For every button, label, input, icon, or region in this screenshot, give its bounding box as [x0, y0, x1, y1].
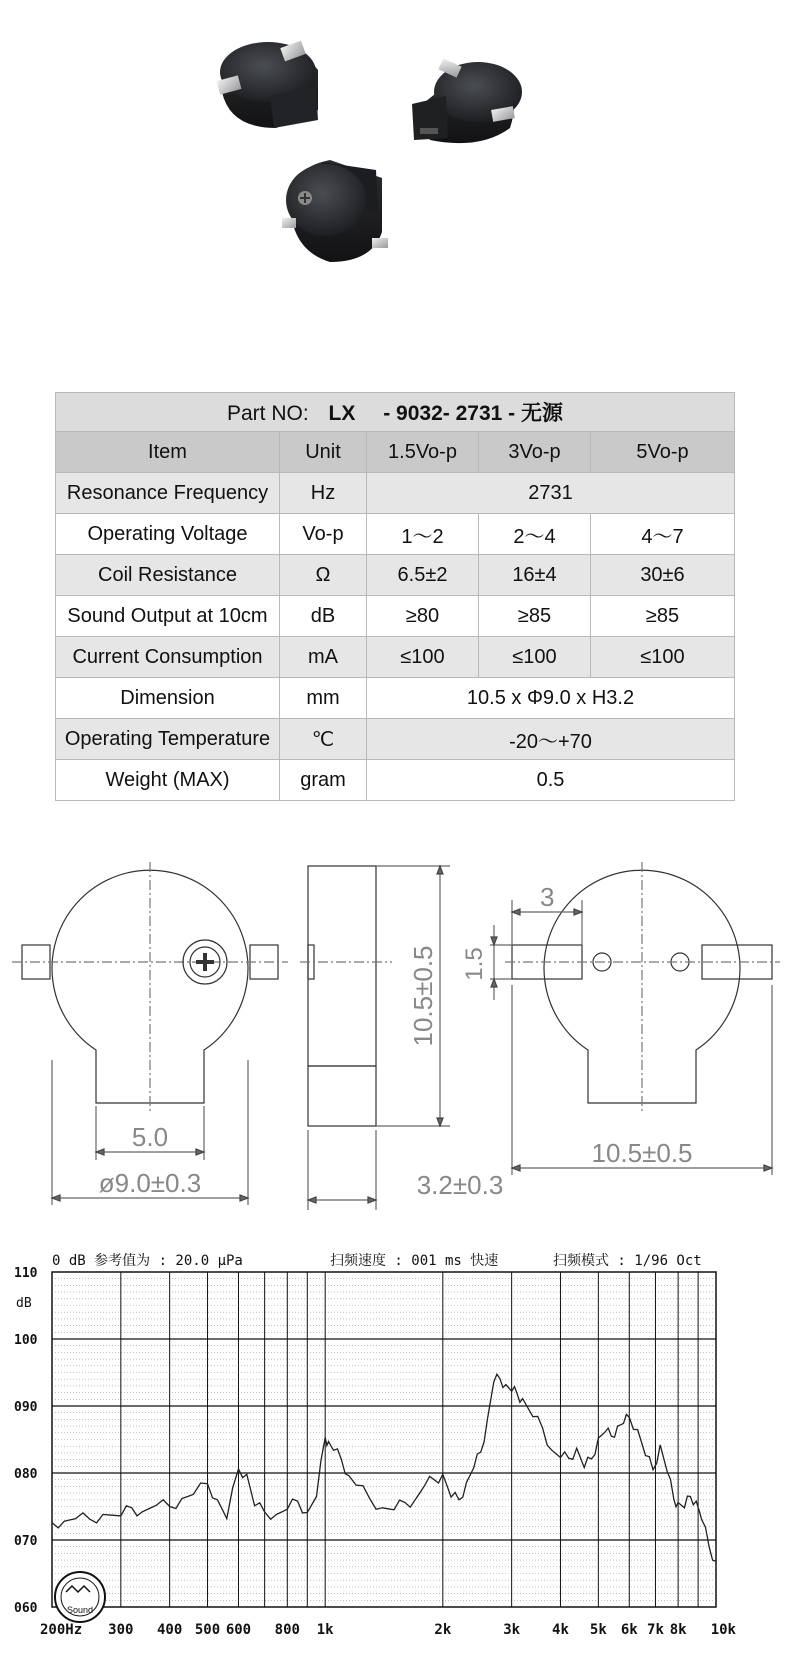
part-number-prefix: LX	[328, 402, 356, 425]
spec-table	[55, 392, 735, 801]
x-tick-label: 5k	[589, 1622, 607, 1638]
row-item: Resonance Frequency	[56, 473, 280, 514]
x-tick-label: 600	[225, 1622, 252, 1638]
y-tick-label: 060	[14, 1601, 38, 1616]
y-tick-label: 070	[14, 1534, 38, 1549]
header-v15: 1.5Vo-p	[367, 432, 479, 473]
row-value: 4～7	[591, 514, 735, 555]
y-tick-labels	[14, 1266, 38, 1616]
part-number-row	[56, 393, 735, 432]
x-tick-label: 4k	[552, 1622, 569, 1638]
x-tick-label: 400	[157, 1622, 183, 1638]
table-row	[56, 637, 735, 678]
product-photo	[0, 0, 790, 340]
front-view	[12, 862, 288, 1205]
row-value: 6.5±2	[367, 555, 479, 596]
table-row	[56, 514, 735, 555]
row-unit: Hz	[280, 473, 367, 514]
x-tick-label: 1k	[316, 1622, 334, 1638]
row-item: Coil Resistance	[56, 555, 280, 596]
row-value: 1～2	[367, 514, 479, 555]
y-axis-label: dB	[16, 1296, 32, 1311]
table-row	[56, 719, 735, 760]
row-value: -20～+70	[367, 719, 735, 760]
row-value: ≥80	[367, 596, 479, 637]
back-view	[490, 862, 780, 1175]
table-row	[56, 596, 735, 637]
row-value: ≥85	[479, 596, 591, 637]
row-unit: gram	[280, 760, 367, 801]
dim-diameter: ø9.0±0.3	[98, 1168, 202, 1198]
dim-tab-width: 5.0	[131, 1122, 169, 1152]
logo-text: Sound	[66, 1605, 94, 1615]
row-value: 30±6	[591, 555, 735, 596]
row-unit: Ω	[280, 555, 367, 596]
y-tick-label: 110	[14, 1266, 38, 1281]
y-tick-label: 090	[14, 1400, 38, 1415]
mechanical-drawing	[0, 820, 790, 1210]
row-value: ≤100	[479, 637, 591, 678]
brand-logo	[55, 1572, 105, 1622]
row-item: Sound Output at 10cm	[56, 596, 280, 637]
row-value: ≤100	[591, 637, 735, 678]
header-v5: 5Vo-p	[591, 432, 735, 473]
x-tick-labels	[40, 1622, 737, 1638]
dim-thickness: 3.2±0.3	[416, 1170, 504, 1200]
table-row	[56, 555, 735, 596]
table-row	[56, 473, 735, 514]
row-item: Operating Temperature	[56, 719, 280, 760]
row-value: ≤100	[367, 637, 479, 678]
chart-grid	[52, 1272, 716, 1607]
x-tick-label: 10k	[710, 1622, 736, 1638]
row-unit: ℃	[280, 719, 367, 760]
x-tick-label: 800	[274, 1622, 300, 1638]
chart-header-right: 扫频模式 : 1/96 Oct	[553, 1253, 702, 1269]
row-value: 10.5 x Φ9.0 x H3.2	[367, 678, 735, 719]
frequency-response-chart	[0, 1238, 790, 1655]
table-row	[56, 760, 735, 801]
row-unit: mA	[280, 637, 367, 678]
part-number-label: Part NO:	[227, 402, 309, 425]
row-value: ≥85	[591, 596, 735, 637]
part-number-rest: - 9032- 2731 - 无源	[383, 402, 563, 425]
row-item: Current Consumption	[56, 637, 280, 678]
x-tick-label: 3k	[503, 1622, 521, 1638]
row-unit: mm	[280, 678, 367, 719]
chart-header-left: 0 dB 参考值为 : 20.0 μPa	[52, 1253, 243, 1269]
row-value: 16±4	[479, 555, 591, 596]
table-row	[56, 678, 735, 719]
row-unit: dB	[280, 596, 367, 637]
row-unit: Vo-p	[280, 514, 367, 555]
header-v3: 3Vo-p	[479, 432, 591, 473]
x-tick-label: 8k	[669, 1622, 687, 1638]
x-tick-label: 2k	[434, 1622, 452, 1638]
x-tick-label: 7k	[647, 1622, 664, 1638]
header-item: Item	[56, 432, 280, 473]
y-tick-label: 100	[14, 1333, 38, 1348]
row-value: 0.5	[367, 760, 735, 801]
row-value: 2731	[367, 473, 735, 514]
x-tick-label: 300	[108, 1622, 134, 1638]
dim-length: 10.5±0.5	[591, 1138, 693, 1168]
dim-offset: 3	[540, 882, 555, 912]
header-unit: Unit	[280, 432, 367, 473]
header-row	[56, 432, 735, 473]
dim-height: 10.5±0.5	[408, 945, 438, 1047]
dim-pin: 1.5	[461, 947, 488, 981]
row-item: Dimension	[56, 678, 280, 719]
row-value: 2～4	[479, 514, 591, 555]
row-item: Operating Voltage	[56, 514, 280, 555]
x-tick-label: 6k	[620, 1622, 638, 1638]
x-tick-label: 200Hz	[40, 1622, 83, 1638]
row-item: Weight (MAX)	[56, 760, 280, 801]
chart-header-mid: 扫频速度 : 001 ms 快速	[330, 1253, 499, 1269]
x-tick-label: 500	[194, 1622, 221, 1638]
y-tick-label: 080	[14, 1467, 38, 1482]
